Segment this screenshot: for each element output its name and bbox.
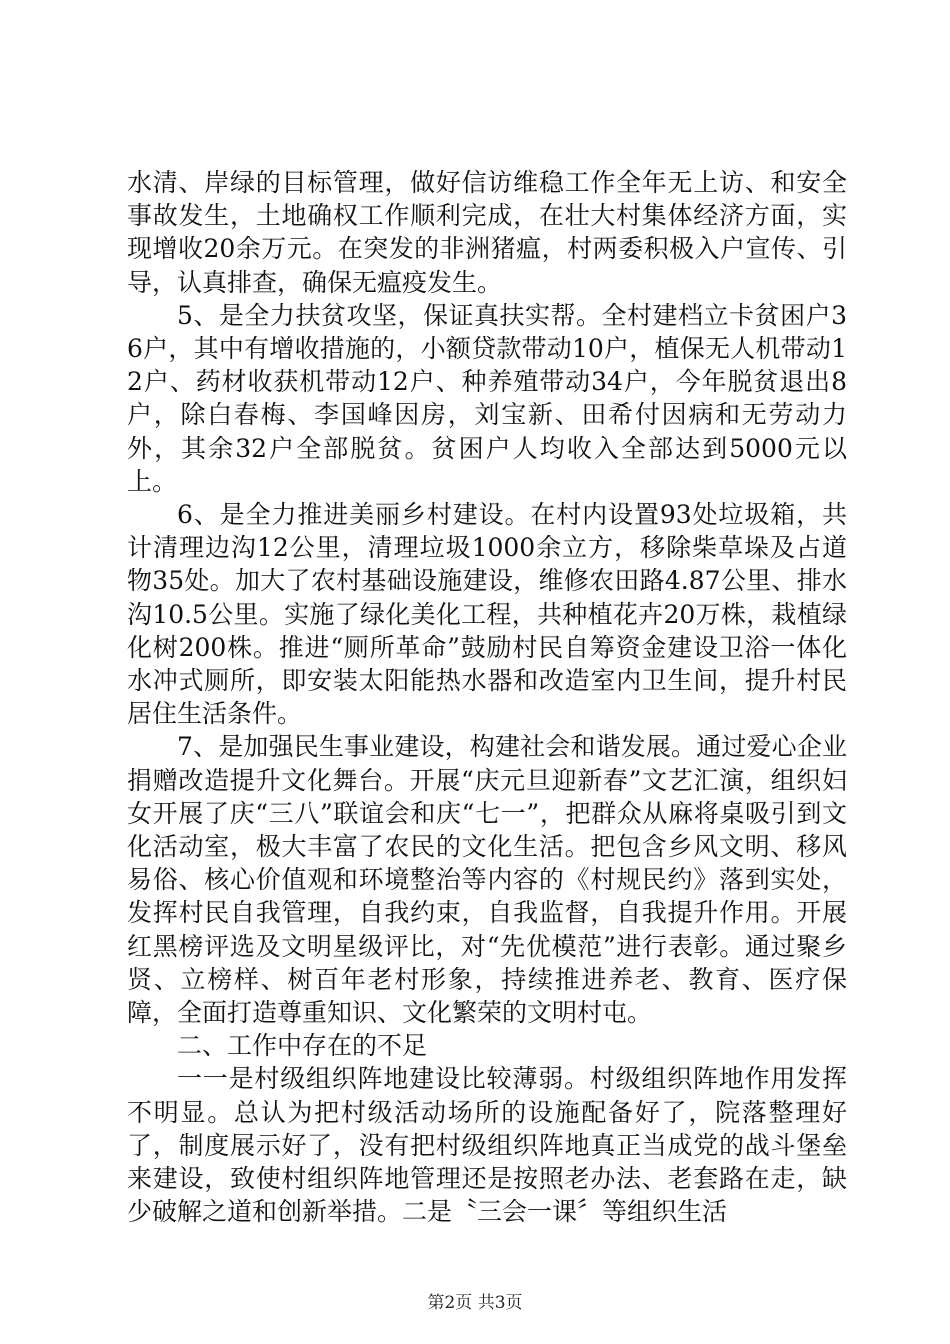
section-heading: 二、工作中存在的不足	[177, 1031, 428, 1061]
paragraph-2: 5、是全力扶贫攻坚，保证真扶实帮。全村建档立卡贫困户36户，其中有增收措施的，小额贷款带动10户，植保无人机带动12户、药材收获机带动12户、种养殖带动34户，今年脱贫退出8户，除白春梅、李国峰因房，刘宝新、田希付因病和无劳动力外，其余32户全部脱贫。贫困户人均收入全部达到5000元以上。	[127, 300, 847, 496]
paragraph-1: 水清、岸绿的目标管理，做好信访维稳工作全年无上访、和安全事故发生，土地确权工作顺利完成，在壮大村集体经济方面，实现增收20余万元。在突发的非洲猪瘟，村两委积极入户宣传、引导，认真排查，确保无瘟疫发生。	[127, 168, 847, 297]
page-footer: 第2页 共3页	[427, 1293, 523, 1313]
paragraph-5: 一一是村级组织阵地建设比较薄弱。村级组织阵地作用发挥不明显。总认为把村级活动场所的设施配备好了，院落整理好了，制度展示好了，没有把村级组织阵地真正当成党的战斗堡垒来建设，致使村组织阵地管理还是按照老办法、老套路在走，缺少破解之道和创新举措。二是〝三会一课〞等组织生活	[127, 1064, 847, 1227]
document-body	[127, 166, 847, 1229]
paragraph-4: 7、是加强民生事业建设，构建社会和谐发展。通过爱心企业捐赠改造提升文化舞台。开展“庆元旦迎新春”文艺汇演，组织妇女开展了庆“三八”联谊会和庆“七一”，把群众从麻将桌吸引到文化活动室，极大丰富了农民的文化生活。把包含乡风文明、移风易俗、核心价值观和环境整治等内容的《村规民约》落到实处，发挥村民自我管理，自我约束，自我监督，自我提升作用。开展红黑榜评选及文明星级评比，对“先优模范”进行表彰。通过聚乡贤、立榜样、树百年老村形象，持续推进养老、教育、医疗保障，全面打造尊重知识、文化繁荣的文明村屯。	[127, 732, 847, 1028]
paragraph-3: 6、是全力推进美丽乡村建设。在村内设置93处垃圾箱，共计清理边沟12公里，清理垃圾1000余立方，移除柴草垛及占道物35处。加大了农村基础设施建设，维修农田路4.87公里、排水沟10.5公里。实施了绿化美化工程，共种植花卉20万株，栽植绿化树200株。推进“厕所革命”鼓励村民自筹资金建设卫浴一体化水冲式厕所，即安装太阳能热水器和改造室内卫生间，提升村民居住生活条件。	[127, 500, 847, 729]
